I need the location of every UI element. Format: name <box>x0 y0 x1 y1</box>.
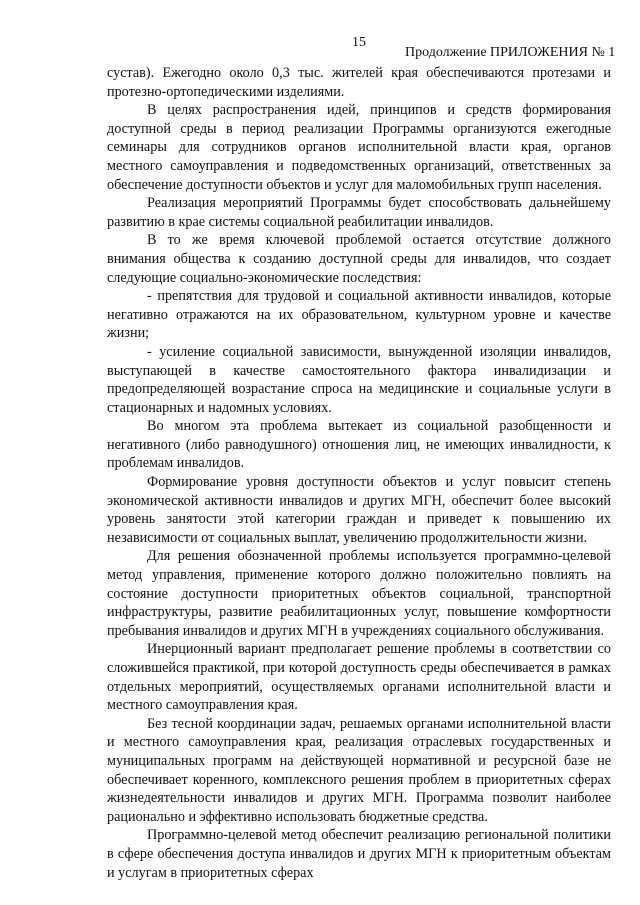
paragraph: В то же время ключевой проблемой остается отсутствие должного внимания общества к созданию доступной среды для инвалидов, что создает следующие социально-экономические последствия: <box>107 232 611 286</box>
list-item: - усиление социальной зависимости, вынужденной изоляции инвалидов, выступающей в качестве самостоятельного фактора инвалидизации и предопределяющей возрастание спроса на медицинские и социальные услуги в стационарных и надомных условиях. <box>107 343 611 416</box>
paragraph: Программно-целевой метод обеспечит реализацию региональной политики в сфере обеспечения доступа инвалидов и других МГН к приоритетным объектам и услугам в приоритетных сферах <box>107 827 611 881</box>
paragraph: сустав). Ежегодно около 0,3 тыс. жителей края обеспечиваются протезами и протезно-ортопедическими изделиями. <box>107 65 611 100</box>
paragraph: Без тесной координации задач, решаемых органами исполнительной власти и местного самоуправления края, реализация отраслевых государственных и муниципальных программ на действующей нормативной и ресурсной базе не обеспечивает коренного, комплексного решения проблем в приоритетных сферах жизнедеятельности инвалидов и других МГН. Программа позволит наиболее рационально и эффективно использовать бюджетные средства. <box>107 715 611 825</box>
list-item: - препятствия для трудовой и социальной активности инвалидов, которые негативно отражаются на их образовательном, культурном уровне и качестве жизни; <box>107 288 611 342</box>
page-number: 15 <box>352 35 366 50</box>
paragraph: Для решения обозначенной проблемы используется программно-целевой метод управления, применение которого должно положительно повлиять на состояние доступности приоритетных объектов социальной, транспортной инфраструктуры, развитие реабилитационных услуг, повышение комфортности пребывания инвалидов и других МГН в учреждениях социального обслуживания. <box>107 548 611 639</box>
paragraph: Инерционный вариант предполагает решение проблемы в соответствии со сложившейся практикой, при которой доступность среды обеспечивается в рамках отдельных мероприятий, осуществляемых органами исполнительной власти и местного самоуправления края. <box>107 641 611 714</box>
running-header: Продолжение ПРИЛОЖЕНИЯ № 1 <box>405 45 616 60</box>
paragraph: Формирование уровня доступности объектов и услуг повысит степень экономической активности инвалидов и других МГН, обеспечит более высокий уровень занятости этой категории граждан и приведет к повышению их независимости от социальных выплат, увеличению продолжительности жизни. <box>107 474 611 546</box>
paragraph: Реализация мероприятий Программы будет способствовать дальнейшему развитию в крае системы социальной реабилитации инвалидов. <box>107 195 611 230</box>
body-text <box>107 64 611 882</box>
paragraph: Во многом эта проблема вытекает из социальной разобщенности и негативного (либо равнодушного) отношения лиц, не имеющих инвалидности, к проблемам инвалидов. <box>107 418 611 472</box>
paragraph: В целях распространения идей, принципов и средств формирования доступной среды в период реализации Программы организуются ежегодные семинары для сотрудников органов исполнительной власти края, органов местного самоуправления и подведомственных организаций, ответственных за обеспечение доступности объектов и услуг для маломобильных групп населения. <box>107 102 611 193</box>
